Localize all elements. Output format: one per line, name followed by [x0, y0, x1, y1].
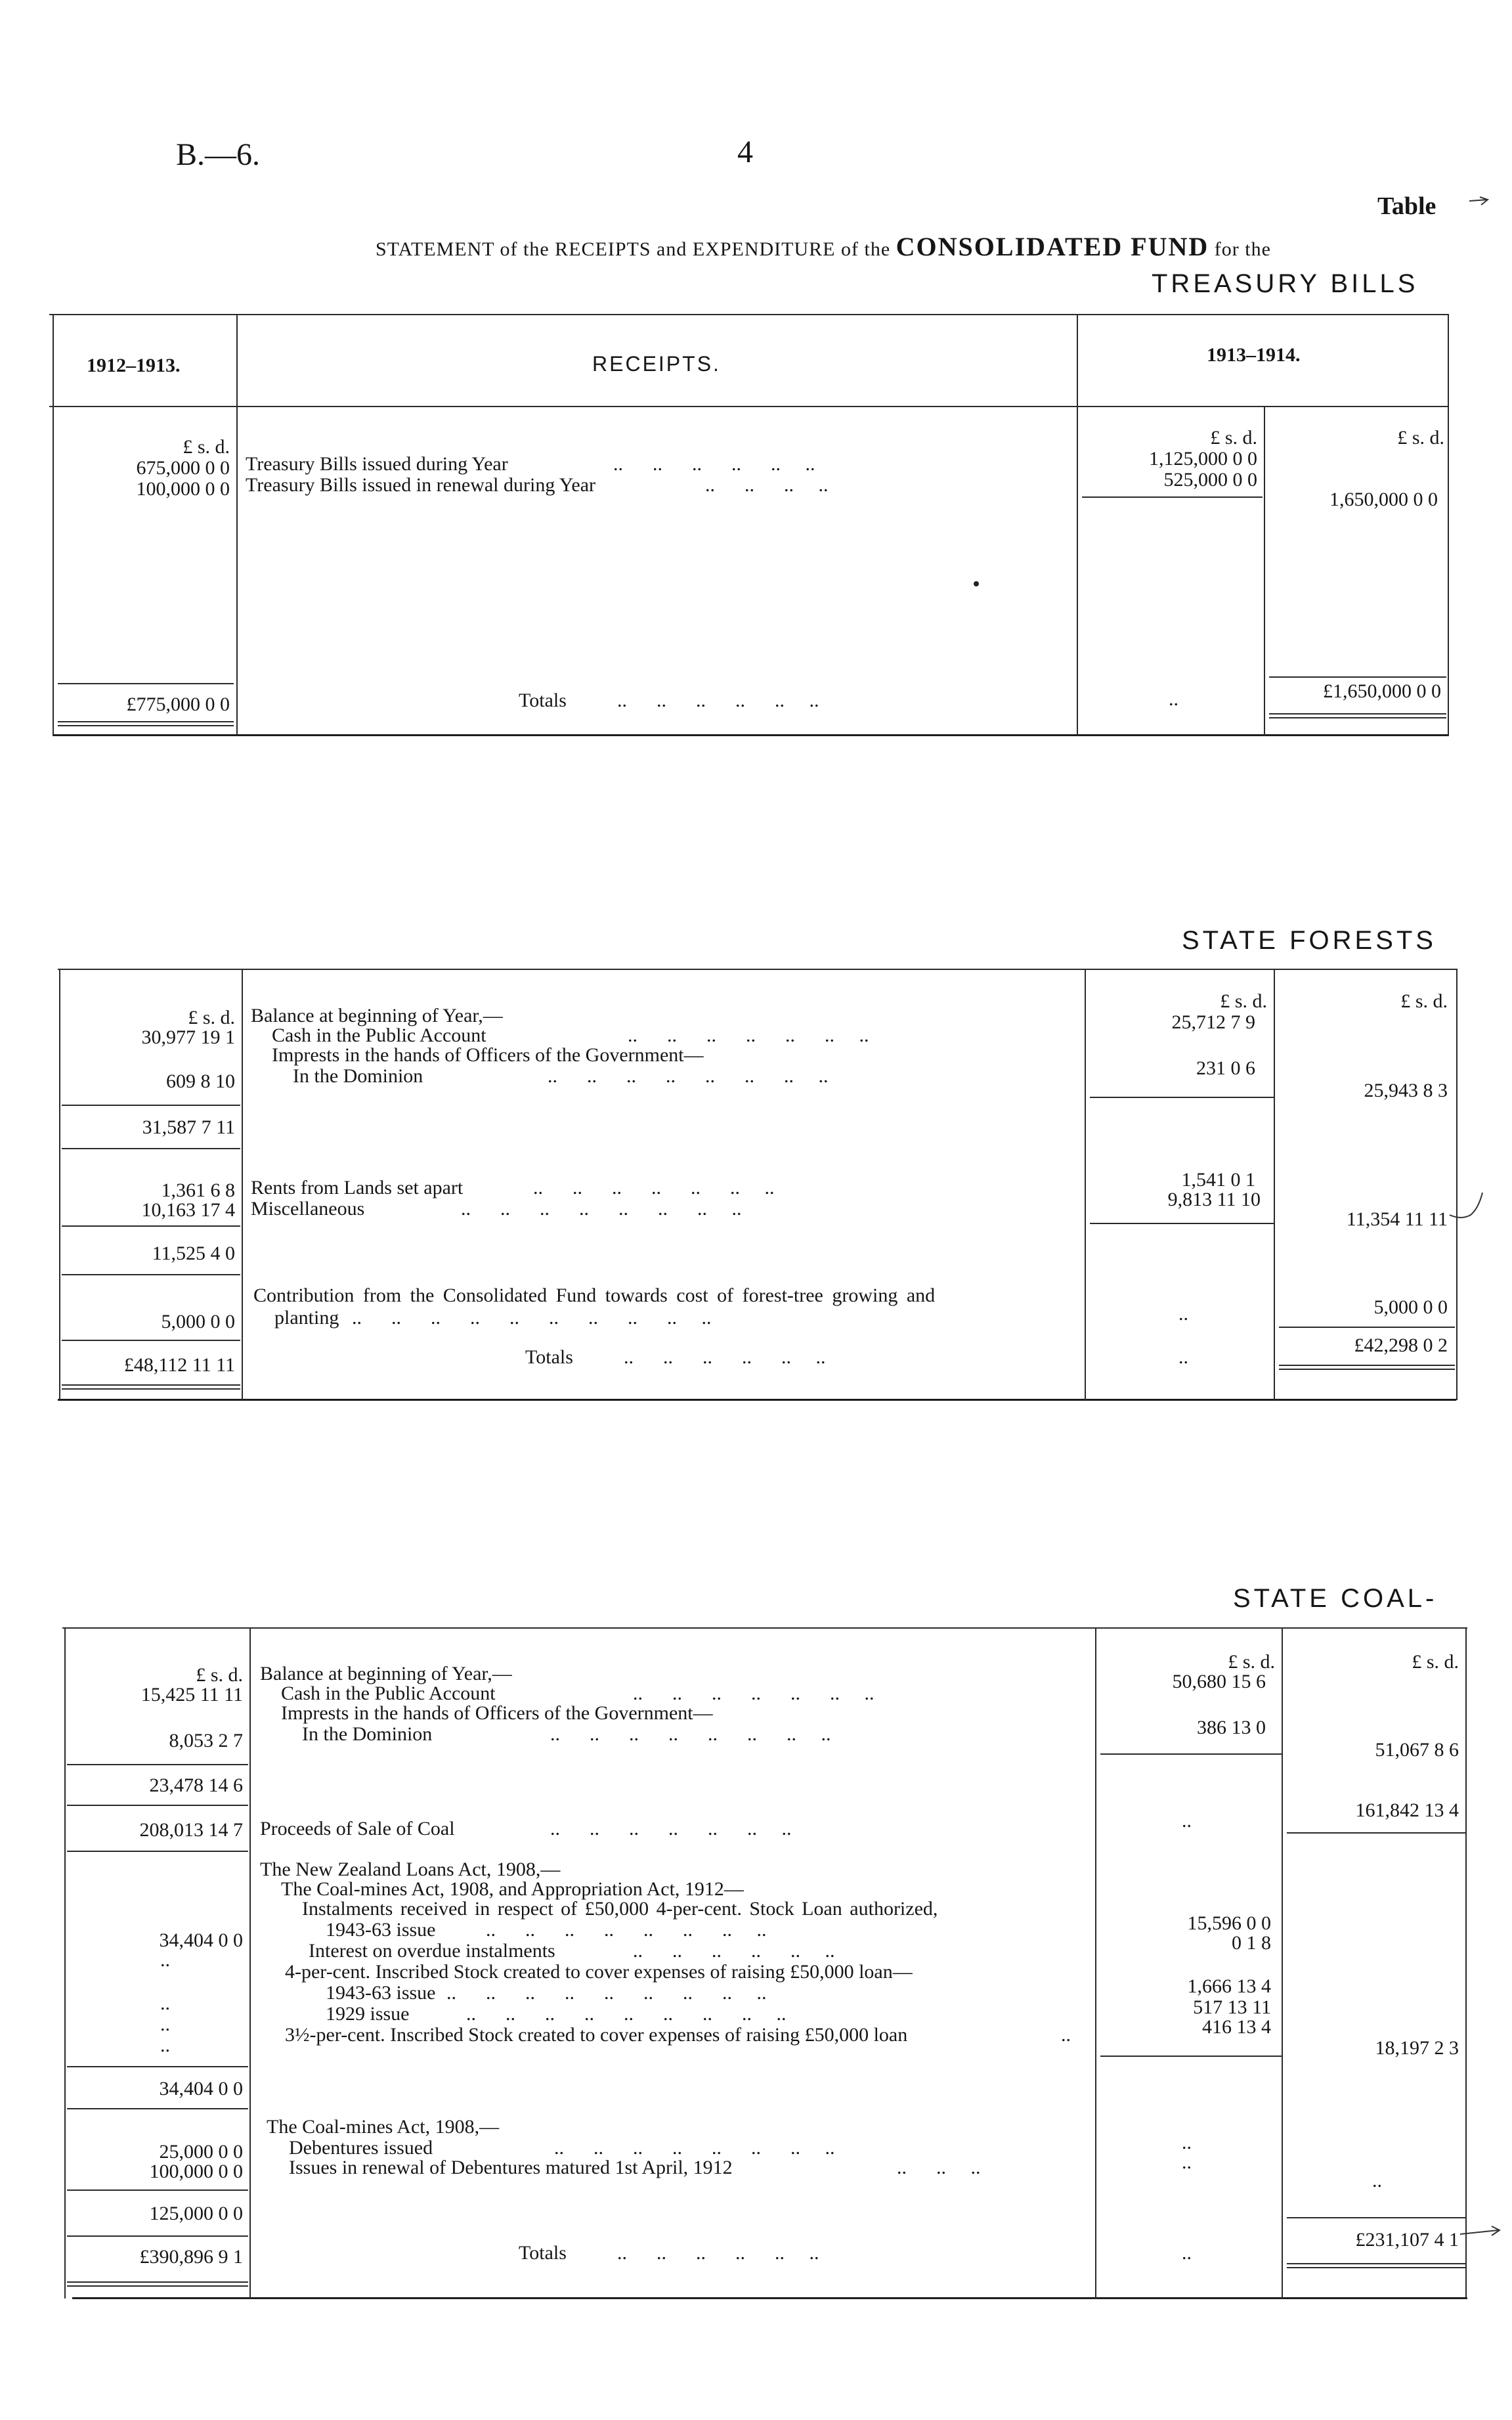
treasury-total-rule-prev — [58, 683, 234, 684]
coal-curr-debentures-total-dots: .. — [1372, 2170, 1382, 2191]
treasury-item-1-label: Treasury Bills issued during Year — [246, 453, 508, 475]
treasury-prev-lsd: £ s. d. — [183, 436, 230, 458]
treasury-item-1: Treasury Bills issued during Year .. .. .. .. .. .. — [246, 453, 815, 475]
coal-dominion-label: In the Dominion — [302, 1723, 433, 1745]
forests-totals-label: Totals — [525, 1346, 573, 1368]
coal-curr-rule-sale — [1287, 1832, 1465, 1834]
coal-prev-rule-7 — [67, 2235, 248, 2237]
treasury-title: TREASURY BILLS — [1152, 269, 1419, 298]
coal-col-divider-2 — [1095, 1627, 1096, 2299]
coal-coalmines-approp: The Coal-mines Act, 1908, and Appropriation Act, 1912— — [281, 1878, 744, 1900]
coal-prev-instalments: 34,404 0 0 — [159, 1929, 243, 1951]
coal-curr-instalments: 15,596 0 0 — [1187, 1912, 1271, 1934]
treasury-header-prev: 1912–1913. — [87, 355, 181, 376]
forests-prev-sub2: 11,525 4 0 — [152, 1243, 235, 1264]
forests-curr-contribution: 5,000 0 0 — [1373, 1296, 1448, 1318]
forests-imprests-label: Imprests in the hands of Officers of the Government— — [272, 1044, 704, 1066]
forests-bottom-rule — [58, 1399, 1456, 1401]
forests-balance-heading: Balance at beginning of Year,— — [251, 1005, 503, 1026]
forests-curr-misc: 9,813 11 10 — [1167, 1189, 1261, 1210]
forests-prev-cash: 30,977 19 1 — [141, 1026, 235, 1048]
coal-prev-total: £390,896 9 1 — [139, 2246, 243, 2268]
treasury-detail-1: 1,125,000 0 0 — [1149, 448, 1257, 470]
coal-debentures-label: Debentures issued — [289, 2137, 433, 2159]
pen-mark-forests — [1448, 1189, 1488, 1228]
forests-top-rule — [58, 969, 1456, 970]
treasury-header-rule — [49, 406, 1448, 407]
forests-detail-total: .. — [1178, 1346, 1188, 1368]
coal-instalments-line2: 1943-63 issue — [326, 1919, 436, 1941]
treasury-detail-2: 525,000 0 0 — [1163, 469, 1257, 491]
forests-cash-label: Cash in the Public Account — [272, 1024, 486, 1046]
forests-prev-total: £48,112 11 11 — [123, 1354, 235, 1376]
coal-prev-rule-1 — [67, 1764, 248, 1765]
forests-contribution-line1: Contribution from the Consolidated Fund towards cost of forest-tree growing and — [253, 1285, 936, 1306]
treasury-detail-total: .. — [1169, 688, 1178, 710]
forests-curr-rents: 1,541 0 1 — [1181, 1169, 1255, 1191]
treasury-col-divider-1 — [236, 314, 238, 736]
coal-left-border — [64, 1627, 66, 2299]
coal-bottom-rule — [72, 2297, 1467, 2299]
coal-sale-label: Proceeds of Sale of Coal — [260, 1818, 455, 1839]
coal-prev-rule-6 — [67, 2189, 248, 2191]
statement-post: for the — [1214, 238, 1271, 260]
forests-curr-dominion: 231 0 6 — [1196, 1057, 1255, 1079]
forests-col-divider-1 — [242, 969, 243, 1400]
treasury-right-border — [1448, 314, 1449, 736]
treasury-header-curr: 1913–1914. — [1207, 344, 1301, 366]
coal-detail-total: .. — [1182, 2242, 1192, 2264]
forests-dominion-label: In the Dominion — [293, 1065, 423, 1087]
page-number: 4 — [737, 135, 753, 169]
coal-prev-rule-2 — [67, 1805, 248, 1806]
coal-inscribed35-row: 3½-per-cent. Inscribed Stock created to cover expenses of raising £50,000 loan .. — [285, 2024, 1071, 2046]
treasury-prev-total: £775,000 0 0 — [126, 693, 230, 715]
coal-curr-sale: 161,842 13 4 — [1355, 1799, 1459, 1821]
coal-prev-debentures: 25,000 0 0 — [159, 2141, 243, 2163]
forests-curr-sub1: 25,943 8 3 — [1364, 1080, 1448, 1101]
forests-grand-total: £42,298 0 2 — [1354, 1334, 1448, 1356]
coal-curr-35: 416 13 4 — [1202, 2016, 1271, 2038]
coal-prev-sale: 208,013 14 7 — [139, 1819, 243, 1841]
coal-inscribed35-label: 3½-per-cent. Inscribed Stock created to cover expenses of raising £50,000 loan — [285, 2024, 908, 2046]
coal-loans-heading: The New Zealand Loans Act, 1908,— — [260, 1859, 561, 1880]
page-ref: B.—6. — [176, 137, 261, 172]
forests-detail-rule-1 — [1090, 1097, 1274, 1098]
forests-rents-label: Rents from Lands set apart — [251, 1177, 464, 1199]
forests-rents-row: Rents from Lands set apart .. .. .. .. .. .. .. — [251, 1177, 775, 1199]
treasury-totals-row: Totals .. .. .. .. .. .. — [519, 690, 819, 711]
forests-contribution-row: planting .. .. .. .. .. .. .. .. .. .. — [274, 1307, 712, 1329]
coal-title: STATE COAL- — [1233, 1584, 1438, 1613]
treasury-grand-total: £1,650,000 0 0 — [1323, 680, 1441, 702]
coal-double-rule-prev-2 — [67, 2285, 248, 2287]
coal-prev-rule-3 — [67, 1851, 248, 1852]
coal-top-rule — [62, 1627, 1467, 1629]
coal-curr-renewal-dots: .. — [1182, 2151, 1192, 2173]
coal-1943-row: 1943-63 issue .. .. .. .. .. .. .. .. .. — [326, 1982, 767, 2004]
coal-curr-sale-detail: .. — [1182, 1810, 1192, 1832]
coal-prev-sub1: 23,478 14 6 — [149, 1774, 243, 1796]
statement-fund: CONSOLIDATED FUND — [896, 232, 1209, 261]
coal-prev-dots-3: .. — [160, 2013, 170, 2035]
forests-double-rule-curr-2 — [1279, 1369, 1455, 1370]
forests-prev-sub1: 31,587 7 11 — [142, 1116, 235, 1138]
forests-prev-rule-3 — [62, 1225, 240, 1227]
treasury-header-receipts: RECEIPTS. — [592, 352, 721, 376]
pen-mark-top — [1468, 192, 1492, 211]
forests-totals-row: Totals .. .. .. .. .. .. — [525, 1346, 826, 1368]
forests-curr-cash: 25,712 7 9 — [1171, 1011, 1255, 1033]
treasury-double-rule-curr-1 — [1269, 713, 1446, 715]
coal-interest-row: Interest on overdue instalments .. .. .. .. .. .. — [309, 1940, 835, 1962]
coal-prev-sub3: 34,404 0 0 — [159, 2078, 243, 2100]
coal-coalmines-heading: The Coal-mines Act, 1908,— — [267, 2116, 500, 2138]
coal-col-divider-1 — [249, 1627, 251, 2299]
coal-detail-rule-1 — [1100, 1753, 1282, 1755]
coal-grand-total: £231,107 4 1 — [1355, 2229, 1459, 2251]
forests-double-rule-prev-2 — [62, 1388, 240, 1390]
treasury-curr-lsd: £ s. d. — [1397, 427, 1444, 449]
coal-renewal-label: Issues in renewal of Debentures matured 1st April, 1912 — [289, 2157, 733, 2178]
treasury-detail-lsd: £ s. d. — [1210, 427, 1257, 449]
coal-1929-label: 1929 issue — [326, 2003, 410, 2025]
forests-prev-contribution: 5,000 0 0 — [161, 1311, 235, 1332]
treasury-totals-label: Totals — [519, 690, 567, 711]
coal-1929-row: 1929 issue .. .. .. .. .. .. .. .. .. — [326, 2003, 787, 2025]
coal-curr-interest: 0 1 8 — [1232, 1932, 1271, 1954]
coal-curr-lsd: £ s. d. — [1412, 1651, 1459, 1673]
forests-dominion-row: In the Dominion .. .. .. .. .. .. .. .. — [293, 1065, 829, 1087]
coal-curr-cash: 50,680 15 6 — [1172, 1671, 1266, 1692]
forests-prev-misc: 10,163 17 4 — [141, 1199, 235, 1221]
treasury-double-rule-prev-1 — [58, 721, 234, 722]
forests-curr-lsd: £ s. d. — [1400, 990, 1448, 1012]
forests-cash-row: Cash in the Public Account .. .. .. .. .. .. .. — [272, 1024, 869, 1046]
treasury-prev-1: 675,000 0 0 — [136, 457, 230, 479]
forests-detail-lsd: £ s. d. — [1220, 990, 1267, 1012]
coal-balance-heading: Balance at beginning of Year,— — [260, 1663, 512, 1684]
coal-totals-row: Totals .. .. .. .. .. .. — [519, 2242, 819, 2264]
coal-prev-dominion: 8,053 2 7 — [169, 1730, 243, 1751]
forests-detail-rule-2 — [1090, 1223, 1274, 1224]
coal-prev-lsd: £ s. d. — [196, 1664, 243, 1686]
coal-curr-1943: 1,666 13 4 — [1187, 1975, 1271, 1997]
coal-prev-renewal: 100,000 0 0 — [149, 2161, 243, 2182]
treasury-double-rule-prev-2 — [58, 725, 234, 726]
forests-right-border — [1456, 969, 1458, 1400]
forests-total-rule-curr — [1279, 1327, 1455, 1328]
coal-totals-label: Totals — [519, 2242, 567, 2264]
forests-left-border — [59, 969, 60, 1400]
coal-detail-lsd: £ s. d. — [1228, 1651, 1275, 1673]
forests-prev-rule-4 — [62, 1274, 240, 1275]
forests-prev-rule-1 — [62, 1105, 240, 1106]
coal-instalments-line1: Instalments received in respect of £50,000 4-per-cent. Stock Loan authorized, — [302, 1898, 938, 1920]
forests-prev-dominion: 609 8 10 — [166, 1070, 235, 1092]
treasury-detail-rule — [1082, 496, 1263, 498]
treasury-curr-total: 1,650,000 0 0 — [1329, 489, 1438, 510]
coal-debentures-row: Debentures issued .. .. .. .. .. .. .. .. — [289, 2137, 835, 2159]
coal-instalments-row: 1943-63 issue .. .. .. .. .. .. .. .. — [326, 1919, 767, 1941]
statement-title — [376, 231, 1271, 262]
coal-1943-label: 1943-63 issue — [326, 1982, 436, 2004]
forests-curr-contribution-detail: .. — [1178, 1303, 1188, 1325]
forests-double-rule-prev-1 — [62, 1384, 240, 1386]
coal-prev-rule-4 — [67, 2066, 248, 2067]
treasury-col-divider-2 — [1077, 314, 1078, 736]
forests-title: STATE FORESTS — [1182, 926, 1436, 955]
forests-contribution-line2: planting — [274, 1307, 339, 1329]
forests-col-divider-2 — [1085, 969, 1086, 1400]
treasury-bottom-rule — [53, 734, 1449, 736]
forests-misc-row: Miscellaneous .. .. .. .. .. .. .. .. — [251, 1198, 742, 1220]
dot-mark — [974, 581, 979, 586]
treasury-left-border — [53, 314, 54, 736]
treasury-item-2: Treasury Bills issued in renewal during Year .. .. .. .. — [246, 474, 829, 496]
treasury-prev-2: 100,000 0 0 — [136, 478, 230, 500]
table-label: Table — [1377, 192, 1436, 220]
coal-prev-rule-5 — [67, 2108, 248, 2109]
coal-double-rule-curr-1 — [1287, 2263, 1465, 2264]
forests-double-rule-curr-1 — [1279, 1365, 1455, 1366]
coal-curr-loans-total: 18,197 2 3 — [1375, 2037, 1459, 2059]
coal-prev-sub4: 125,000 0 0 — [149, 2203, 243, 2224]
coal-interest-label: Interest on overdue instalments — [309, 1940, 555, 1962]
forests-curr-sub2: 11,354 11 11 — [1346, 1208, 1448, 1230]
coal-curr-sub1: 51,067 8 6 — [1375, 1739, 1459, 1761]
coal-double-rule-curr-2 — [1287, 2267, 1465, 2268]
forests-prev-rents: 1,361 6 8 — [161, 1179, 235, 1201]
treasury-double-rule-curr-2 — [1269, 717, 1446, 718]
coal-curr-1929: 517 13 11 — [1193, 1996, 1271, 2018]
coal-inscribed4-label: 4-per-cent. Inscribed Stock created to cover expenses of raising £50,000 loan— — [285, 1961, 913, 1983]
statement-pre: STATEMENT of the RECEIPTS and EXPENDITURE of the — [376, 238, 891, 260]
forests-prev-lsd: £ s. d. — [188, 1007, 235, 1028]
coal-detail-rule-2 — [1100, 2056, 1282, 2057]
coal-renewal-row: Issues in renewal of Debentures matured 1st April, 1912 .. .. .. — [289, 2157, 981, 2178]
pen-mark-coal — [1459, 2222, 1505, 2242]
coal-curr-rule-total — [1287, 2217, 1465, 2218]
coal-double-rule-prev-1 — [67, 2281, 248, 2283]
coal-imprests-label: Imprests in the hands of Officers of the Government— — [281, 1702, 713, 1724]
coal-col-divider-3 — [1282, 1627, 1283, 2299]
coal-prev-dots-2: .. — [160, 1992, 170, 2014]
coal-prev-cash: 15,425 11 11 — [140, 1684, 243, 1705]
treasury-total-rule-curr — [1269, 676, 1446, 678]
forests-misc-label: Miscellaneous — [251, 1198, 365, 1220]
coal-sale-row: Proceeds of Sale of Coal .. .. .. .. .. .. .. — [260, 1818, 792, 1839]
coal-dominion-row: In the Dominion .. .. .. .. .. .. .. .. — [302, 1723, 831, 1745]
forests-prev-rule-2 — [62, 1148, 240, 1149]
treasury-top-rule — [49, 314, 1448, 315]
forests-col-divider-3 — [1274, 969, 1275, 1400]
treasury-col-divider-3 — [1264, 406, 1265, 736]
coal-curr-debentures-dots: .. — [1182, 2132, 1192, 2153]
coal-curr-dominion: 386 13 0 — [1197, 1717, 1266, 1738]
coal-prev-dots-1: .. — [160, 1949, 170, 1971]
coal-cash-label: Cash in the Public Account — [281, 1683, 496, 1704]
treasury-item-2-label: Treasury Bills issued in renewal during Year — [246, 474, 596, 496]
coal-right-border — [1465, 1627, 1467, 2299]
coal-prev-dots-4: .. — [160, 2035, 170, 2056]
coal-cash-row: Cash in the Public Account .. .. .. .. .. .. .. — [281, 1683, 875, 1704]
forests-total-rule-prev — [62, 1340, 240, 1341]
